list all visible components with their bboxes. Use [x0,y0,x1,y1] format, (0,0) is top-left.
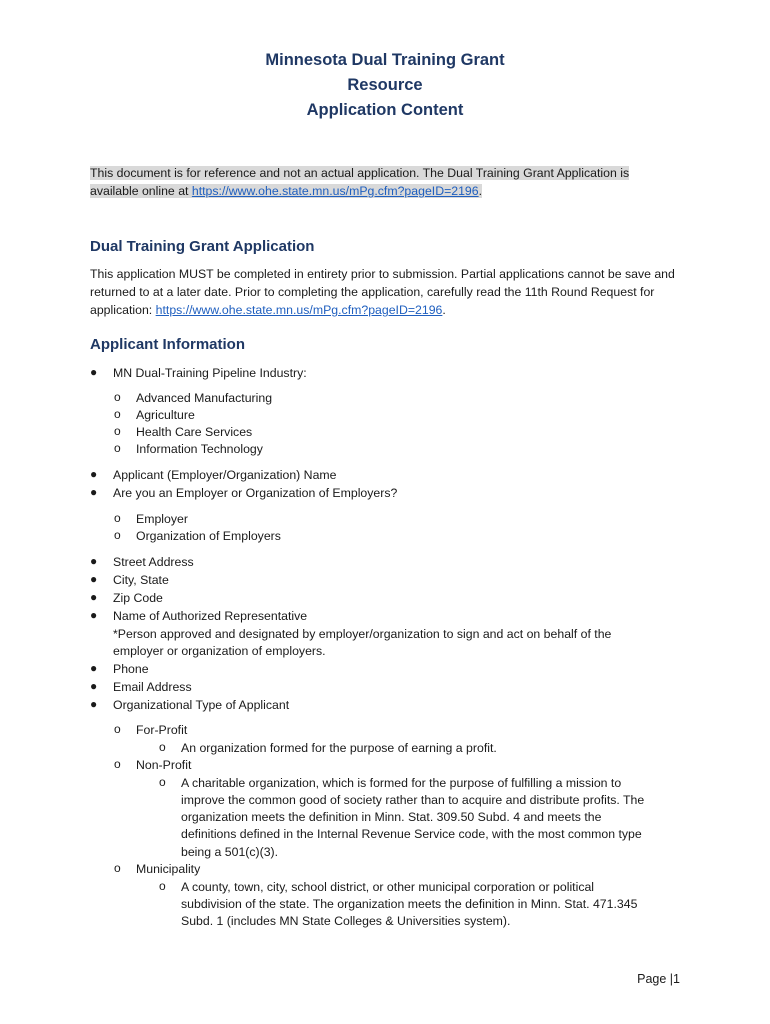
representative-note-1: *Person approved and designated by employer/organization to sign and act on behalf of the [113,627,612,641]
list-item-phone: Phone [113,662,149,676]
circle-bullet-icon: o [114,528,121,542]
representative-note-2: employer or organization of employers. [113,644,326,658]
bullet-icon: ● [90,661,98,675]
list-item-industry: MN Dual-Training Pipeline Industry: [113,366,307,380]
instructions-link[interactable]: https://www.ohe.state.mn.us/mPg.cfm?pageID=2196 [155,303,443,317]
title-line-2: Resource [347,76,423,94]
bullet-icon: ● [90,467,98,481]
circle-bullet-icon: o [114,757,121,771]
industry-option: Information Technology [136,442,263,456]
non-profit-description-line: improve the common good of society rather than to acquire and distribute profits. The [181,793,645,807]
bullet-icon: ● [90,697,98,711]
document-title [0,48,770,123]
circle-bullet-icon: o [114,390,121,404]
list-item-street: Street Address [113,555,194,569]
section-heading-application: Dual Training Grant Application [90,238,315,255]
non-profit-description-line: organization meets the definition in Minn. Stat. 309.50 Subd. 4 and meets the [181,810,602,824]
employer-option: Organization of Employers [136,529,281,543]
municipality-description-line: subdivision of the state. The organization meets the definition in Minn. Stat. 471.345 [181,897,638,911]
circle-bullet-icon: o [114,441,121,455]
list-item-email: Email Address [113,680,192,694]
circle-bullet-icon: o [159,879,166,893]
title-line-3: Application Content [306,101,464,119]
notice-link[interactable]: https://www.ohe.state.mn.us/mPg.cfm?pageID=2196 [191,184,479,198]
notice-end: . [478,184,483,198]
org-type-municipality: Municipality [136,862,201,876]
list-item-zip: Zip Code [113,591,163,605]
industry-option: Health Care Services [136,425,253,439]
circle-bullet-icon: o [114,511,121,525]
bullet-icon: ● [90,590,98,604]
section-heading-applicant: Applicant Information [90,336,245,353]
title-line-1: Minnesota Dual Training Grant [265,51,505,69]
circle-bullet-icon: o [114,424,121,438]
bullet-icon: ● [90,679,98,693]
instructions-text: This application MUST be completed in entirety prior to submission. Partial applications cannot be save and returned to at a later date. Prior to completing the application, carefully read the 11th Round Request for application: [90,267,675,317]
page-number: Page |1 [637,972,680,986]
circle-bullet-icon: o [114,722,121,736]
municipality-description-line: A county, town, city, school district, or other municipal corporation or political [181,880,595,894]
application-instructions [90,265,680,319]
list-item-city: City, State [113,573,169,587]
circle-bullet-icon: o [114,407,121,421]
org-type-for-profit: For-Profit [136,723,188,737]
bullet-icon: ● [90,572,98,586]
bullet-icon: ● [90,485,98,499]
circle-bullet-icon: o [159,775,166,789]
list-item-applicant-name: Applicant (Employer/Organization) Name [113,468,337,482]
list-item-representative: Name of Authorized Representative [113,609,308,623]
non-profit-description-line: A charitable organization, which is formed for the purpose of fulfilling a mission to [181,776,622,790]
municipality-description-line: Subd. 1 (includes MN State Colleges & Universities system). [181,914,511,928]
circle-bullet-icon: o [114,861,121,875]
bullet-icon: ● [90,608,98,622]
employer-option: Employer [136,512,188,526]
for-profit-description: An organization formed for the purpose of earning a profit. [181,741,497,755]
bullet-icon: ● [90,365,98,379]
industry-option: Agriculture [136,408,195,422]
instructions-end: . [442,303,446,317]
circle-bullet-icon: o [159,740,166,754]
industry-option: Advanced Manufacturing [136,391,273,405]
notice-text: This document is for reference and not an actual application. The Dual Training Grant Application is available online at [90,166,630,198]
bullet-icon: ● [90,554,98,568]
non-profit-description-line: being a 501(c)(3). [181,845,279,859]
list-item-org-type: Organizational Type of Applicant [113,698,290,712]
reference-notice [90,164,670,200]
non-profit-description-line: definitions defined in the Internal Revenue Service code, with the most common type [181,827,642,841]
org-type-non-profit: Non-Profit [136,758,192,772]
list-item-employer-question: Are you an Employer or Organization of Employers? [113,486,398,500]
